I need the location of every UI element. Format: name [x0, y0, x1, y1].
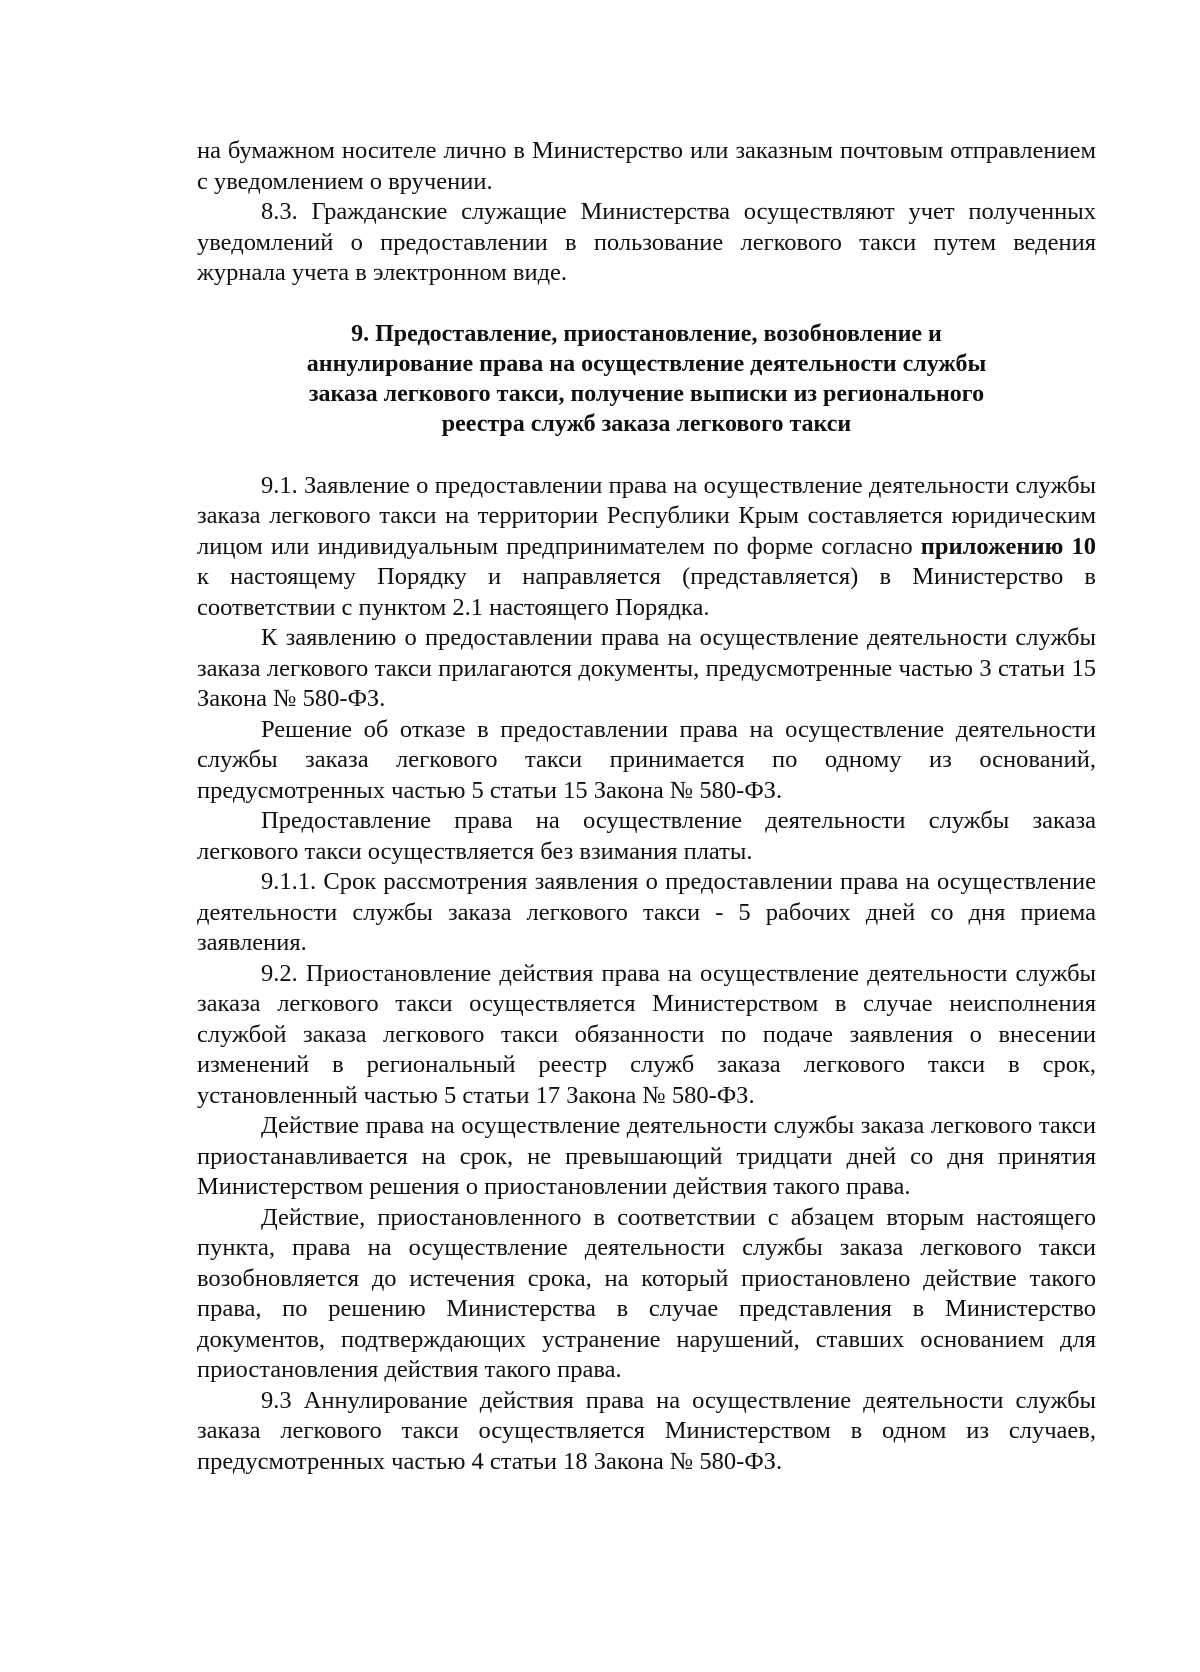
heading-line: аннулирование права на осуществление деятельности службы	[306, 350, 987, 377]
section-9-heading	[197, 319, 1096, 439]
paragraph-suspension-term: Действие права на осуществление деятельности службы заказа легкового такси приостанавливается на срок, не превышающий тридцати дней со дня принятия Министерством решения о приостановлении действия такого права.	[197, 1112, 1096, 1200]
appendix-reference: приложению 10	[920, 532, 1097, 560]
paragraph-9-3: 9.3 Аннулирование действия права на осуществление деятельности службы заказа легкового такси осуществляется Министерством в одном из случаев, предусмотренных частью 4 статьи 18 Закона № 580-ФЗ.	[197, 1386, 1096, 1475]
paragraph-9-1-text-end: к настоящему Порядку и направляется (представляется) в Министерство в соответствии с пунктом 2.1 настоящего Порядка.	[197, 563, 1096, 621]
paragraph-9-1-1: 9.1.1. Срок рассмотрения заявления о предоставлении права на осуществление деятельности службы заказа легкового такси - 5 рабочих дней со дня приема заявления.	[197, 868, 1096, 956]
paragraph-documents: К заявлению о предоставлении права на осуществление деятельности службы заказа легкового такси прилагаются документы, предусмотренные частью 3 статьи 15 Закона № 580-ФЗ.	[197, 624, 1096, 712]
paragraph-continuation: на бумажном носителе лично в Министерство или заказным почтовым отправлением с уведомлением о вручении.	[197, 137, 1096, 195]
paragraph-free-of-charge: Предоставление права на осуществление деятельности службы заказа легкового такси осуществляется без взимания платы.	[197, 807, 1096, 865]
paragraph-9-2: 9.2. Приостановление действия права на осуществление деятельности службы заказа легкового такси осуществляется Министерством в случае неисполнения службой заказа легкового такси обязанности по подаче заявления о внесении изменений в региональный реестр служб заказа легкового такси в срок, установленный частью 5 статьи 17 Закона № 580-ФЗ.	[197, 959, 1096, 1109]
paragraph-refusal: Решение об отказе в предоставлении права на осуществление деятельности службы заказа легкового такси принимается по одному из оснований, предусмотренных частью 5 статьи 15 Закона № 580-ФЗ.	[197, 715, 1096, 804]
paragraph-resumption: Действие, приостановленного в соответствии с абзацем вторым настоящего пункта, права на осуществление деятельности службы заказа легкового такси возобновляется до истечения срока, на который приостановлено действие такого права, по решению Министерства в случае представления в Министерство документов, подтверждающих устранение нарушений, ставших основанием для приостановления действия такого права.	[197, 1203, 1096, 1383]
paragraph-9-1	[197, 471, 1096, 624]
heading-line: 9. Предоставление, приостановление, возобновление и	[351, 320, 942, 347]
paragraph-9-1-text: 9.1. Заявление о предоставлении права на осуществление деятельности службы заказа легкового такси на территории Республики Крым составляется юридическим лицом или индивидуальным предпринимателем по форме согласно	[197, 471, 1096, 560]
heading-line: реестра служб заказа легкового такси	[441, 410, 852, 437]
heading-line: заказа легкового такси, получение выписки из регионального	[308, 380, 985, 407]
paragraph-8-3: 8.3. Гражданские служащие Министерства осуществляют учет полученных уведомлений о предоставлении в пользование легкового такси путем ведения журнала учета в электронном виде.	[197, 198, 1096, 286]
